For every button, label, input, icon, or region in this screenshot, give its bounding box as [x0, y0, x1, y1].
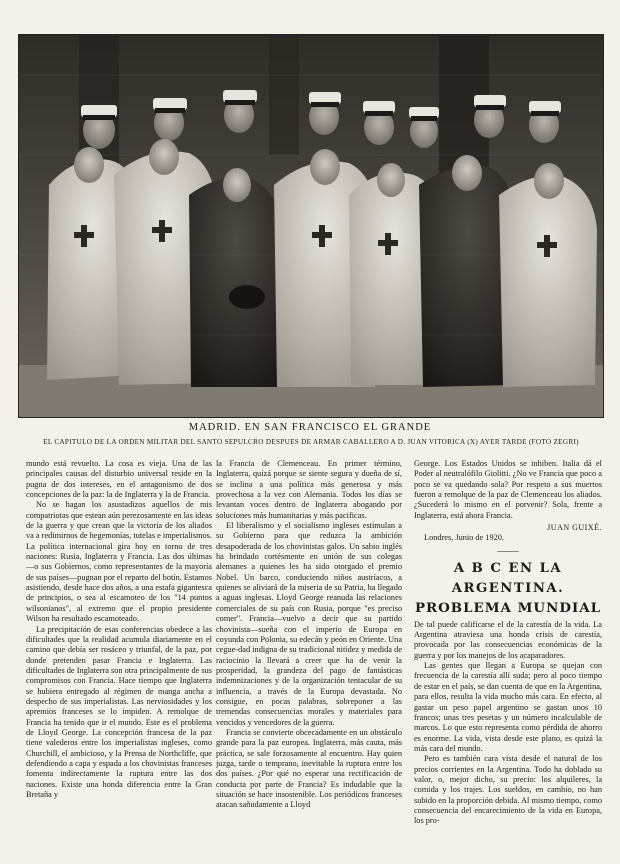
article-paragraph: la Francia de Clemenceau. En primer término, Inglaterra, quizá porque se siente segura y dueña de sí, se inclina a una política más generosa y más provechosa a la vez con Alemania. Todos los días se levantan voces dentro de Inglaterra abogando por soluciones más humanitarias y más pacificas. — [216, 459, 402, 520]
article-dateline: Londres, Junio de 1920. — [424, 533, 504, 543]
headline-line-2: ARGENTINA. — [451, 580, 565, 596]
article-column-3 — [414, 459, 602, 859]
article-paragraph: Las gentes que llegan a Europa se quejan con frecuencia de la carestía allí suda; pero al poco tiempo de estar en el país, se dan cuenta de que en la Argentina, para ellos, resulta la vida mucho más cara. En efecto, al gastar un peso papel argentino se gastan unos 10 francos; unas tres pesetas y un número incalculable de marcos. Lo que esto representa como pérdida de ahorro es enorme. La vida, vista desde este plano, es quizá la más cara del mundo. — [414, 661, 602, 753]
article-paragraph: No se hagan los asustadizos aquellos de mis compatriotas que estean aún perezosamente en las ideas de la guerra y que crean que la victoria de los aliados va a redimirnos de hegemonías, tutelas e imperialismos. La política internacional gira hoy en torno de tres naciones: Rusia, Inglaterra y Francia. Las dos últimas—o sus Gobiernos, como representantes de la mayoría de sus países—pugnan por el reparto del botín. Estamos asistiendo, desde hace dos años, a una estafa gigantesca de principios, o sea al escamoteo de los "14 puntos wilsonianos", al extremo que el propio presidente Wilson ha resultado escamoteado. — [26, 500, 212, 624]
article-paragraph: mundo está revuelto. La cosa es vieja. Una de las principales causas del disturbio universal reside en la pugna de dos intereses, en el antagonismo de dos concepciones de la paz: la de Inglaterra y la de Francia. — [26, 459, 212, 500]
photo-illustration — [19, 35, 603, 417]
article-paragraph: La precipitación de esas conferencias obedece a las dificultades que la realidad acumula diariamente en el camino que debía ser rosáceo y triunfal, de la paz, por donde pretenden pasar Francia e Inglaterra. Las dificultades de Inglaterra son otra principalmente de sus compromisos con Francia. Hace tiempo que Inglaterra se hubiera entregado al régimen de manga ancha a despecho de sus imperialistas. Las nerviosidades y los apremios franceses se lo impiden. A remolque de Francia ha tenido que ir el mundo. Este es el problema de Lloyd George. La concepción francesa de la paz tiene valederos entre los imperialistas ingleses, como Churchill, el ambicioso, y la Prensa de Northcliffe, que defendiendo a capa y espada a los chovinistas franceses fomenta indirectamente la ruptura entre las dos naciones. Existe una honda diferencia entre la Gran Bretaña y — [26, 624, 212, 799]
article-paragraph: George. Los Estados Unidos se inhiben. Italia dá el Poder al neutralófilo Giolitti. ¿No ve Francia que poco a poco se va quedando sola? Por respeto a sus muertos fueron a remolque de la paz de Clemenceau los aliados. ¿Sucederá lo mismo en el porvenir? Sola, frente a Inglaterra, está ahora Francia. — [414, 459, 602, 520]
article-paragraph: De tal puede calificarse el de la carestía de la vida. La Argentina atraviesa una honda crisis de carestía, provocada por las consecuencias económicas de la guerra y por los manejos de los acaparadores. — [414, 619, 602, 660]
article-column-2 — [216, 459, 402, 859]
ornament-divider: ⸻ — [496, 545, 520, 556]
headline-line-1: A B C EN LA — [453, 560, 563, 576]
article-paragraph: Francia se convierte obcecadamente en un obstáculo grande para la paz europea. Inglaterra, más cauta, más práctica, se sale forzosamente al encuentro. Hay quien juzga, tarde o temprano, inevitable la ruptura entre los dos países. ¿Por qué no esperar una rectificación de conducta por parte de Francia? Es indudable que la situación se hace insostenible. Los periódicos franceses atacan sañudamente a Lloyd — [216, 727, 402, 810]
headline-line-3: PROBLEMA MUNDIAL — [414, 599, 602, 616]
author-signature: JUAN GUIXÉ. — [547, 523, 602, 533]
photo-caption-title: MADRID. EN SAN FRANCISCO EL GRANDE — [188, 422, 432, 433]
article-paragraph: El liberalismo y el socialismo ingleses estimulan a su Gobierno para que reduzca la ambición desapoderada de los chovinistas galos. Un sabio inglés ha brindado cortésmente en unión de sus colegas alemanes a quienes les ha sido otorgado el premio Nobel. Un barco, conduciendo niños austríacos, a quienes se aliviará de la miseria de su Patria, ha llegado a aguas inglesas. Lloyd George reanuda las relaciones comerciales de su país con Rusia, porque "es preciso comer". Francia—vuelvo a decir que su partido chovinista—sueña con el imperio de Europa en coyunda con Polonia, su edecán y peón en Oriente. Una cegue-dad indigna de su tradicional nitidez y medida de raciocinio la llevará a creer que ha de venir la prosperidad, la grandeza del pago de fantásticas indemnizaciones y de la organización tentacular de su influencia, a través de la Europa devastada. No consigue, en pocas palabras, sobreponer a las tremendas consecuencias morales y materiales para vencidos y vencedores de la guerra. — [216, 521, 402, 727]
ceremony-photo — [18, 34, 604, 418]
article-column-1 — [26, 459, 212, 859]
photo-caption-subtitle: EL CAPITULO DE LA ORDEN MILITAR DEL SANTO SEPULCRO DESPUES DE ARMAR CABALLERO A D. JUAN VITORICA (X) AYER TARDE (FOTO ZEGRI) — [43, 438, 579, 446]
article-paragraph: Pero es también cara vista desde el natural de los precios corrientes en la Argentina. Todo ha doblado su valor, o, mejor dicho, su precio: los alquileres, la comida y los trajes. Los sueldos, en cambio, no han subido en la proporción debida. Al mismo tiempo, como consecuencia del encarecimiento de la vida en Europa, los pro- — [414, 754, 602, 826]
